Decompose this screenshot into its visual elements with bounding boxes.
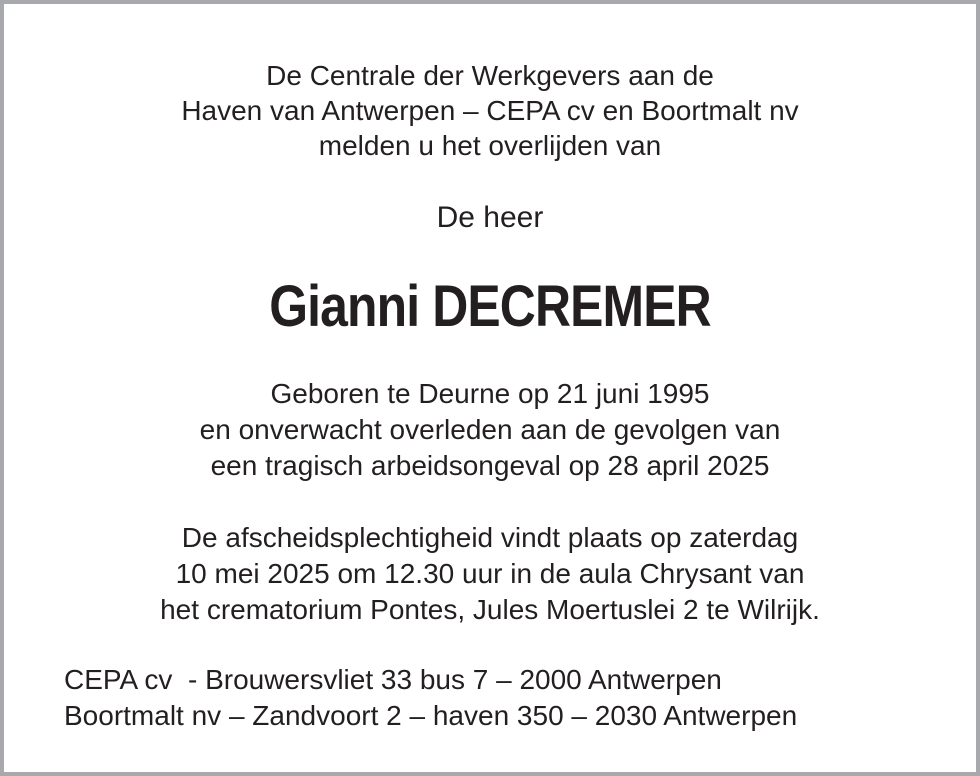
birth-death-details (4, 376, 976, 484)
intro-line-1: De Centrale der Werkgevers aan de (266, 60, 714, 91)
intro-line-3: melden u het overlijden van (318, 130, 662, 161)
company-addresses (64, 662, 797, 734)
born-line-3: een tragisch arbeidsongeval op 28 april 2025 (210, 450, 770, 481)
ceremony-line-2: 10 mei 2025 om 12.30 uur in de aula Chrysant van (175, 558, 805, 589)
address-boortmalt: Boortmalt nv – Zandvoort 2 – haven 350 – 2030 Antwerpen (64, 700, 798, 731)
deceased-name: Gianni DECREMER (269, 274, 711, 339)
intro-text (4, 58, 976, 163)
ceremony-line-3: het crematorium Pontes, Jules Moertuslei 2 te Wilrijk. (160, 594, 820, 625)
honorific-title: De heer (436, 201, 544, 234)
ceremony-line-1: De afscheidsplechtigheid vindt plaats op zaterdag (181, 522, 799, 553)
intro-line-2: Haven van Antwerpen – CEPA cv en Boortmalt nv (181, 95, 799, 126)
address-cepa: CEPA cv - Brouwersvliet 33 bus 7 – 2000 Antwerpen (64, 664, 722, 695)
born-line-1: Geboren te Deurne op 21 juni 1995 (270, 378, 710, 409)
ceremony-details (4, 520, 976, 628)
born-line-2: en onverwacht overleden aan de gevolgen van (199, 414, 781, 445)
